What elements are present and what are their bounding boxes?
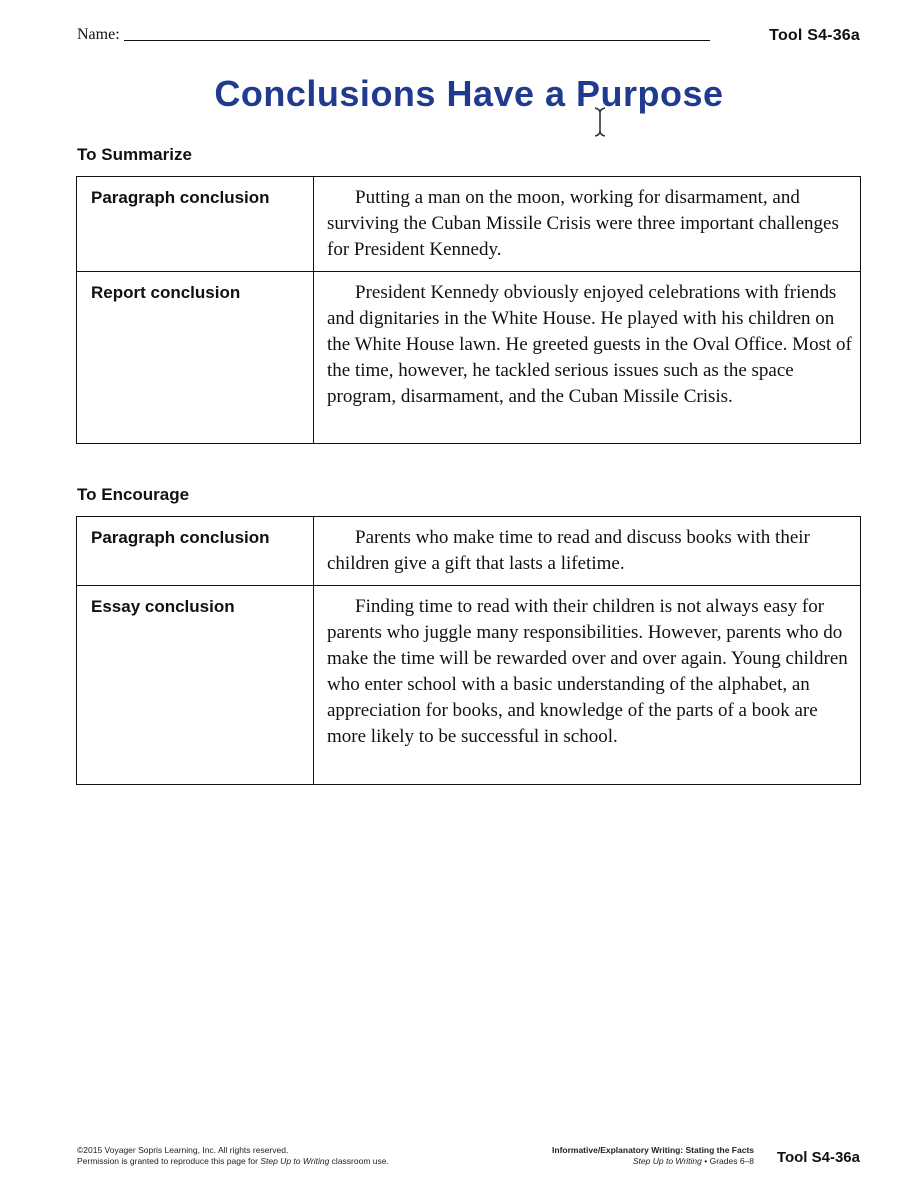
section-heading-summarize: To Summarize <box>77 145 192 164</box>
row-text: President Kennedy obviously enjoyed celebrations with friends and dignitaries in the White House. He played with his children on the White House lawn. He greeted guests in the Oval Office. Most of the time, however, he tackled serious issues such as the space program, disarmament, and the Cuban Missile Crisis. <box>314 272 861 444</box>
tool-id-header: Tool S4-36a <box>769 27 860 44</box>
page-title: Conclusions Have a Purpose <box>214 73 724 114</box>
row-text: Putting a man on the moon, working for disarmament, and surviving the Cuban Missile Crisis were three important challenges for President Kennedy. <box>314 177 861 272</box>
book-title: Step Up to Writing <box>632 1156 702 1166</box>
text-ibeam-cursor-icon <box>592 106 608 138</box>
summarize-table <box>76 176 861 444</box>
row-label: Report conclusion <box>77 272 314 444</box>
series-title: Informative/Explanatory Writing: Stating the Facts <box>552 1145 754 1155</box>
section-heading-encourage: To Encourage <box>77 485 190 504</box>
row-label: Paragraph conclusion <box>77 517 314 586</box>
table-row <box>77 272 861 444</box>
row-label: Essay conclusion <box>77 586 314 785</box>
name-blank-line[interactable] <box>124 40 710 41</box>
table-row <box>77 517 861 586</box>
table-row <box>77 586 861 785</box>
permission-line <box>77 1156 389 1167</box>
copyright-line: ©2015 Voyager Sopris Learning, Inc. All rights reserved. <box>77 1145 289 1155</box>
row-label: Paragraph conclusion <box>77 177 314 272</box>
tool-id-footer: Tool S4-36a <box>776 1149 860 1166</box>
row-text: Finding time to read with their children is not always easy for parents who juggle many responsibilities. However, parents who do make the time will be rewarded over and over again. Young children who enter school with a basic understanding of the alphabet, an appreciation for books, and knowledge of the parts of a book are more likely to be successful in school. <box>314 586 861 785</box>
name-field-row <box>77 26 710 44</box>
table-row <box>77 177 861 272</box>
name-label: Name: <box>77 26 120 43</box>
permission-suffix: classroom use. <box>329 1156 389 1166</box>
bullet-separator: • <box>701 1156 710 1166</box>
footer-copyright <box>77 1145 389 1167</box>
encourage-table <box>76 516 861 785</box>
footer-series-info <box>552 1145 754 1167</box>
grades: Grades 6–8 <box>709 1156 754 1166</box>
permission-prefix: Permission is granted to reproduce this page for <box>77 1156 261 1166</box>
row-text: Parents who make time to read and discuss books with their children give a gift that lasts a lifetime. <box>314 517 861 586</box>
book-grades-line <box>552 1156 754 1167</box>
permission-book-title: Step Up to Writing <box>260 1156 330 1166</box>
